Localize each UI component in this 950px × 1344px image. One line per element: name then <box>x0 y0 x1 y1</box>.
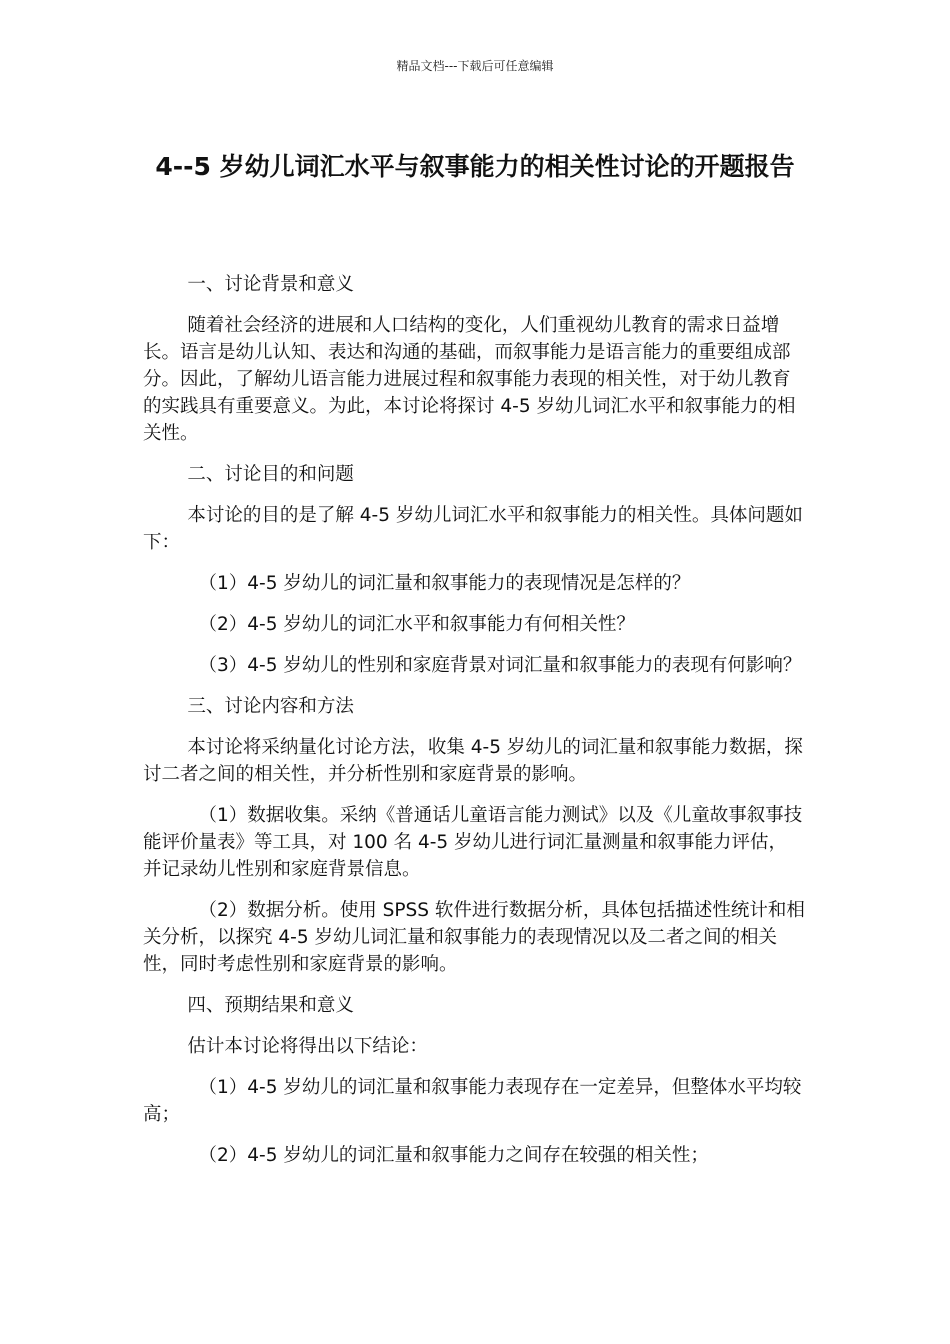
section-heading-4: 四、预期结果和意义 <box>187 995 354 1016</box>
document-title: 4--5 岁幼儿词汇水平与叙事能力的相关性讨论的开题报告 <box>155 152 795 181</box>
list-item: （2）数据分析。使用 SPSS 软件进行数据分析，具体包括描述性统计和相关分析，以探究 4-5 岁幼儿词汇量和叙事能力的表现情况以及二者之间的相关性，同时考虑性别和家庭背景的影响。 <box>143 900 805 975</box>
list-item: （3）4-5 岁幼儿的性别和家庭背景对词汇量和叙事能力的表现有何影响？ <box>198 655 802 676</box>
document-body <box>143 271 805 1183</box>
page-header: 精品文档---下载后可任意编辑 <box>396 59 554 73</box>
list-item: （1）4-5 岁幼儿的词汇量和叙事能力的表现情况是怎样的？ <box>198 573 691 594</box>
list-item: （2）4-5 岁幼儿的词汇水平和叙事能力有何相关性？ <box>198 614 635 635</box>
list-item: （1）4-5 岁幼儿的词汇量和叙事能力表现存在一定差异，但整体水平均较高； <box>143 1077 802 1125</box>
section-heading-2: 二、讨论目的和问题 <box>187 464 354 485</box>
list-item: （2）4-5 岁幼儿的词汇量和叙事能力之间存在较强的相关性； <box>198 1145 709 1166</box>
paragraph: 本讨论将采纳量化讨论方法，收集 4-5 岁幼儿的词汇量和叙事能力数据，探讨二者之间的相关性，并分析性别和家庭背景的影响。 <box>143 737 803 785</box>
section-heading-3: 三、讨论内容和方法 <box>187 696 354 717</box>
paragraph: 随着社会经济的进展和人口结构的变化，人们重视幼儿教育的需求日益增长。语言是幼儿认知、表达和沟通的基础，而叙事能力是语言能力的重要组成部分。因此，了解幼儿语言能力进展过程和叙事能力表现的相关性，对于幼儿教育的实践具有重要意义。为此，本讨论将探讨 4-5 岁幼儿词汇水平和叙事能力的相关性。 <box>143 315 796 444</box>
paragraph: 估计本讨论将得出以下结论： <box>187 1036 428 1057</box>
section-heading-1: 一、讨论背景和意义 <box>187 274 354 295</box>
list-item: （1）数据收集。采纳《普通话儿童语言能力测试》以及《儿童故事叙事技能评价量表》等工具，对 100 名 4-5 岁幼儿进行词汇量测量和叙事能力评估，并记录幼儿性别和家庭背景信息。 <box>143 805 803 880</box>
paragraph: 本讨论的目的是了解 4-5 岁幼儿词汇水平和叙事能力的相关性。具体问题如下： <box>143 505 803 553</box>
